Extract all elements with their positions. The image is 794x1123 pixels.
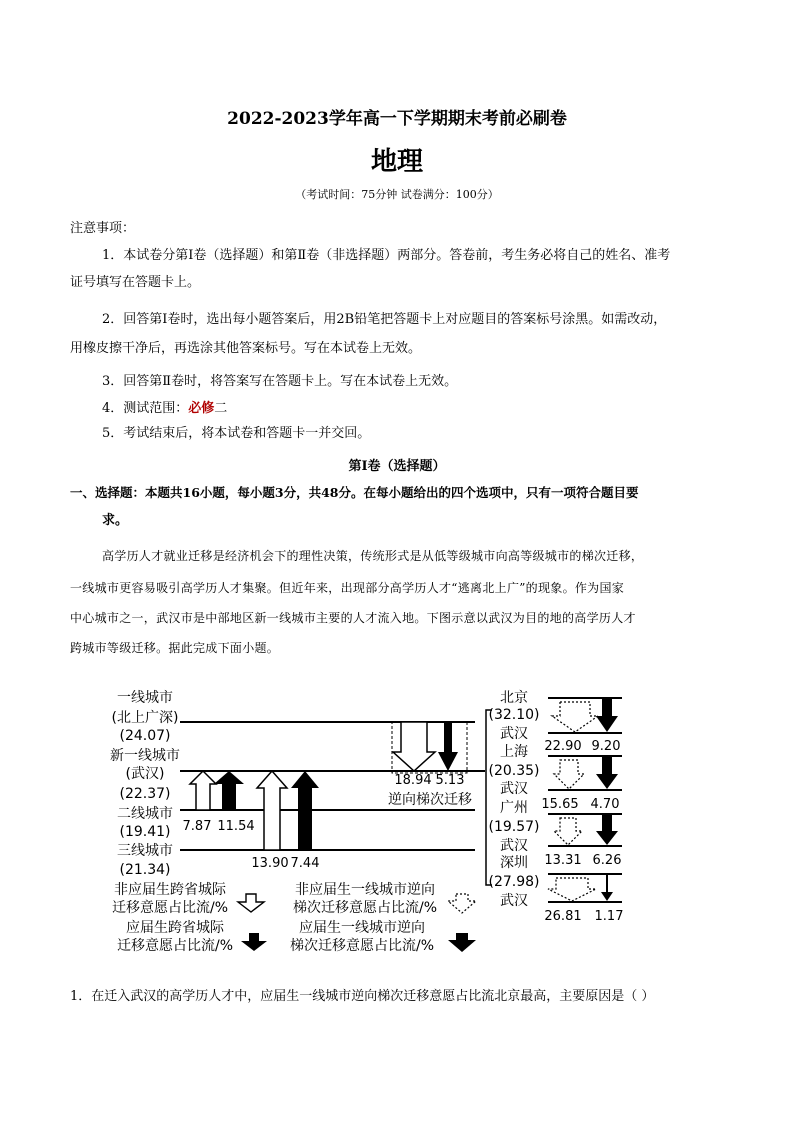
exam-info: （考试时间：75分钟 试卷满分：100分）: [295, 188, 499, 201]
notice-item-4-suffix: 二: [214, 401, 228, 416]
level-value-new-first: (22.37): [119, 786, 171, 802]
legend-fresh-reverse-1: 应届生一线城市逆向: [299, 920, 425, 936]
section-instruction: 一、选择题：本题共16小题，每小题3分，共48分。在每小题给出的四个选项中，只有一项符合题目要: [70, 485, 639, 500]
arrow-guangzhou-non-fresh: [554, 818, 582, 845]
label-shanghai-fresh: 4.70: [590, 797, 620, 812]
label-beijing-fresh: 9.20: [591, 739, 621, 754]
legend-non-fresh-interprovincial-1: 非应届生跨省城际: [114, 882, 226, 898]
legend-fresh-interprovincial-2: 迁移意愿占比流/%: [116, 938, 234, 954]
passage-line-2: 一线城市更容易吸引高学历人才集聚。但近年来，出现部分高学历人才“逃离北上广”的现象。作为国家: [70, 581, 625, 595]
notice-item-3: 3．回答第Ⅱ卷时，将答案写在答题卡上。写在本试卷上无效。: [102, 374, 458, 389]
notice-item-1-cont: 证号填写在答题卡上。: [70, 275, 201, 290]
legend-fresh-reverse-2: 梯次迁移意愿占比流/%: [289, 938, 435, 954]
migration-diagram: [0, 680, 794, 970]
section-instruction-cont: 求。: [102, 513, 129, 528]
notice-item-4-highlight: 必修: [188, 401, 215, 416]
arrow-shenzhen-fresh: [601, 892, 613, 901]
arrow-reverse-fresh: [438, 722, 458, 771]
legend-non-fresh-reverse-2: 梯次迁移意愿占比流/%: [292, 900, 438, 916]
passage-line-1: 高学历人才就业迁移是经济机会下的理性决策，传统形式是从低等级城市向高等级城市的梯次迁移，: [102, 549, 644, 563]
dest-wuhan-4: 武汉: [500, 893, 528, 909]
arrow-guangzhou-fresh: [596, 814, 618, 845]
row-shanghai: [541, 756, 622, 812]
level-label-third: 三线城市: [117, 843, 173, 859]
label-guangzhou-non-fresh: 13.31: [544, 853, 582, 868]
dest-wuhan-2: 武汉: [500, 781, 528, 797]
arrow-second-fresh: [214, 771, 244, 810]
row-beijing: [544, 698, 622, 754]
label-beijing-non-fresh: 22.90: [544, 739, 582, 754]
flow-label-second-fresh: 11.54: [217, 819, 255, 834]
passage-line-4: 跨城市等级迁移。据此完成下面小题。: [70, 641, 280, 655]
label-guangzhou-fresh: 6.26: [592, 853, 622, 868]
level-value-second: (19.41): [119, 824, 171, 840]
arrow-second-non-fresh: [190, 771, 216, 810]
legend-fresh-interprovincial-1: 应届生跨省城际: [126, 920, 224, 936]
dest-wuhan-3: 武汉: [500, 838, 528, 854]
notice-item-4: [102, 399, 227, 419]
legend-non-fresh-reverse-icon: [448, 894, 476, 913]
arrow-shanghai-fresh: [596, 756, 618, 789]
passage-line-3: 中心城市之一，武汉市是中部地区新一线城市主要的人才流入地。下图示意以武汉为目的地的高学历人才: [70, 611, 636, 625]
notice-item-4-prefix: 4．测试范围：: [102, 401, 189, 416]
question-1: 1．在迁入武汉的高学历人才中，应届生一线城市逆向梯次迁移意愿占比流北京最高，主要原因是（ ）: [70, 989, 655, 1004]
level-label-first: 一线城市: [117, 690, 173, 706]
level-label-new-first: 新一线城市: [110, 748, 180, 764]
label-shanghai-non-fresh: 15.65: [541, 797, 579, 812]
city-shanghai-value: (20.35): [488, 763, 540, 779]
notice-item-5: 5．考试结束后，将本试卷和答题卡一并交回。: [102, 426, 371, 441]
arrow-reverse-non-fresh: [393, 722, 435, 771]
city-beijing-value: (32.10): [488, 707, 540, 723]
row-shenzhen: [544, 874, 623, 924]
row-guangzhou: [544, 814, 622, 868]
level-value-first: (24.07): [119, 728, 171, 744]
reverse-migration-caption: 逆向梯次迁移: [388, 792, 472, 808]
flow-label-reverse-fresh: 5.13: [435, 773, 465, 788]
city-beijing: 北京: [500, 690, 528, 706]
legend-non-fresh-interprovincial-icon: [238, 894, 264, 912]
legend-non-fresh-interprovincial-2: 迁移意愿占比流/%: [111, 900, 229, 916]
arrow-shenzhen-non-fresh: [548, 878, 596, 901]
notice-item-2-cont: 用橡皮擦干净后，再选涂其他答案标号。写在本试卷上无效。: [70, 341, 422, 356]
legend-fresh-reverse-icon: [448, 933, 476, 952]
right-bracket: [486, 710, 492, 885]
city-shenzhen-value: (27.98): [488, 874, 540, 890]
dest-wuhan-1: 武汉: [500, 726, 528, 742]
city-shanghai: 上海: [500, 744, 528, 760]
section-title: 第Ⅰ卷（选择题）: [348, 459, 446, 474]
notice-item-2: 2．回答第Ⅰ卷时，选出每小题答案后，用2B铅笔把答题卡上对应题目的答案标号涂黑。如需改动，: [102, 312, 667, 327]
level-value-third: (21.34): [119, 862, 171, 878]
legend-fresh-interprovincial-icon: [241, 933, 267, 951]
notice-heading: 注意事项：: [70, 221, 136, 236]
label-shenzhen-non-fresh: 26.81: [544, 909, 582, 924]
city-guangzhou-value: (19.57): [488, 819, 540, 835]
subject-title: 地理: [370, 147, 423, 177]
notice-item-1: 1．本试卷分第Ⅰ卷（选择题）和第Ⅱ卷（非选择题）两部分。答卷前，考生务必将自己的姓名、准考: [102, 248, 671, 263]
level-sub-first: (北上广深): [111, 710, 179, 726]
arrow-beijing-non-fresh: [552, 702, 598, 732]
city-shenzhen: 深圳: [500, 855, 528, 871]
level-label-second: 二线城市: [117, 806, 173, 822]
legend-non-fresh-reverse-1: 非应届生一线城市逆向: [295, 882, 435, 898]
level-sub-new-first: (武汉): [125, 766, 165, 782]
label-shenzhen-fresh: 1.17: [594, 909, 624, 924]
arrow-beijing-fresh: [596, 698, 618, 732]
flow-label-third-non-fresh: 13.90: [251, 856, 289, 871]
flow-label-second-non-fresh: 7.87: [182, 819, 212, 834]
paper-title: 2022-2023学年高一下学期期末考前必刷卷: [227, 109, 567, 129]
arrow-shanghai-non-fresh: [554, 760, 584, 789]
flow-label-third-fresh: 7.44: [290, 856, 320, 871]
city-guangzhou: 广州: [500, 800, 528, 816]
flow-label-reverse-non-fresh: 18.94: [394, 773, 432, 788]
